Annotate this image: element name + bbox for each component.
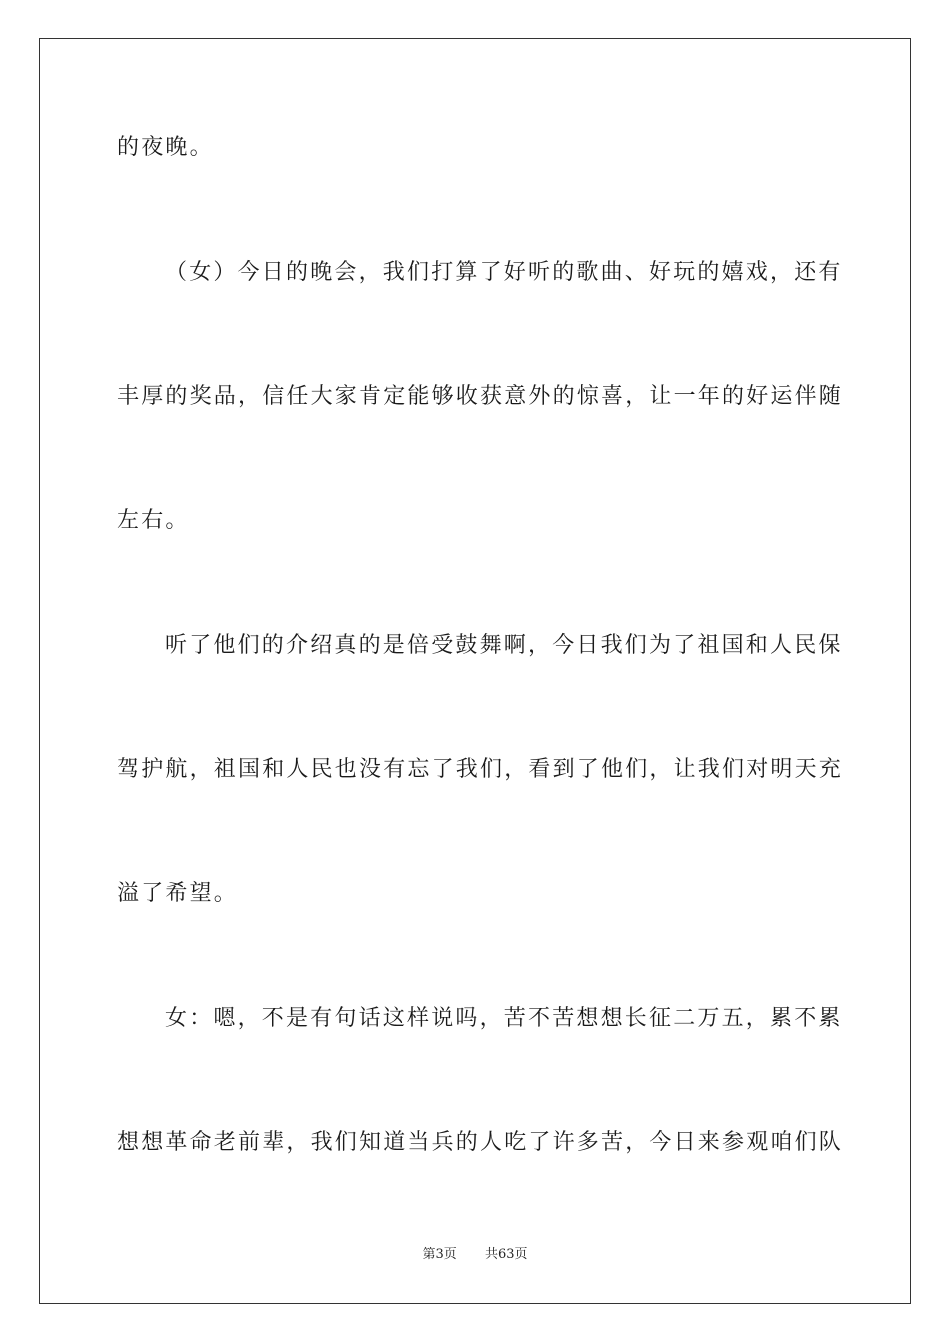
page-total: 共63页 xyxy=(485,1247,528,1262)
text-line-6: 驾护航，祖国和人民也没有忘了我们，看到了他们，让我们对明天充 xyxy=(117,757,844,782)
text-line-5: 听了他们的介绍真的是倍受鼓舞啊，今日我们为了祖国和人民保 xyxy=(165,633,843,658)
page-border xyxy=(39,38,911,1304)
page-footer xyxy=(0,1246,950,1264)
text-line-9: 想想革命老前辈，我们知道当兵的人吃了许多苦，今日来参观咱们队 xyxy=(117,1130,844,1155)
text-line-8: 女：嗯，不是有句话这样说吗，苦不苦想想长征二万五，累不累 xyxy=(165,1006,843,1031)
text-line-7: 溢了希望。 xyxy=(117,881,239,906)
text-line-1: 的夜晚。 xyxy=(117,135,214,160)
text-line-3: 丰厚的奖品，信任大家肯定能够收获意外的惊喜，让一年的好运伴随 xyxy=(117,384,844,409)
text-line-2: （女）今日的晚会，我们打算了好听的歌曲、好玩的嬉戏，还有 xyxy=(165,260,843,285)
text-line-4: 左右。 xyxy=(117,508,190,533)
page-number: 第3页 xyxy=(422,1247,457,1262)
